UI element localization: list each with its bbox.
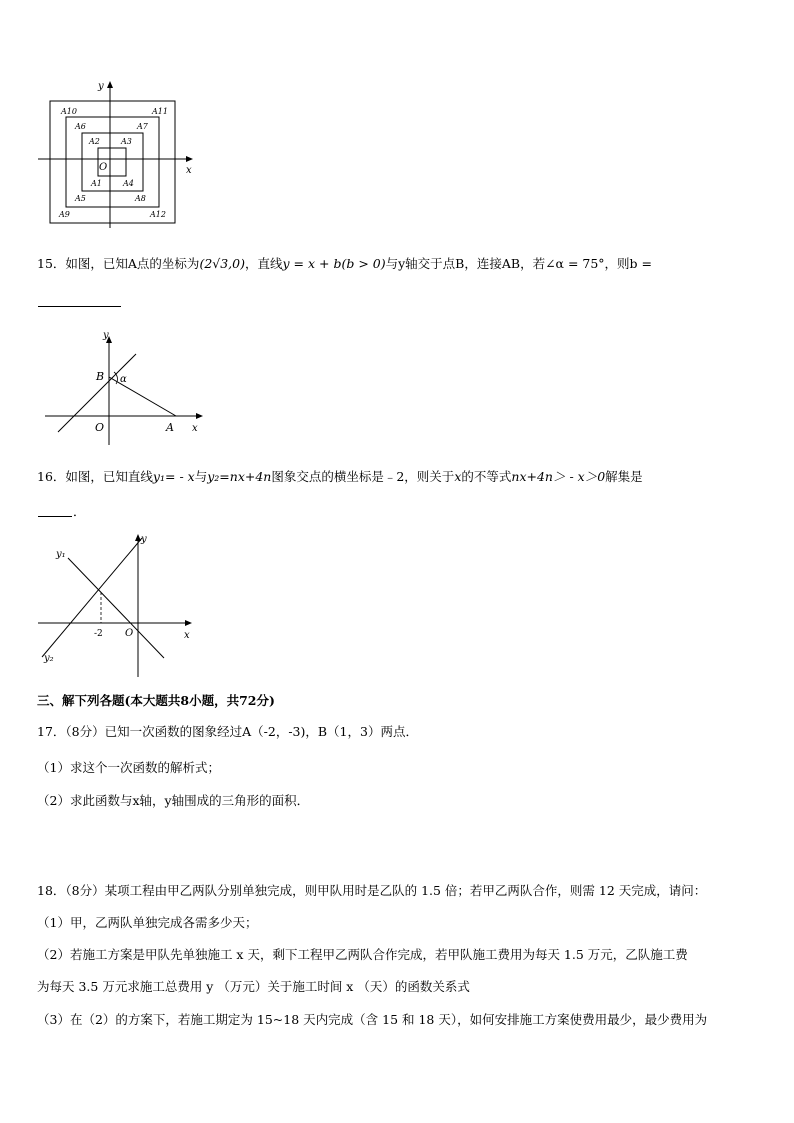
label-a3: A3 bbox=[121, 137, 132, 146]
y1-label: y₁ bbox=[56, 549, 66, 560]
alpha-label: α bbox=[120, 374, 127, 385]
label-a4: A4 bbox=[123, 179, 134, 188]
figure-q16 bbox=[34, 530, 204, 680]
question-18-part-2-line-1: （2）若施工方案是甲队先单独施工 x 天，剩下工程甲乙两队合作完成，若甲队施工费用为每天 1.5 万元，乙队施工费 bbox=[37, 947, 688, 962]
label-a2: A2 bbox=[89, 137, 100, 146]
q16-y2: y₂=nx+4n bbox=[207, 469, 272, 484]
label-a5: A5 bbox=[75, 194, 86, 203]
label-a6: A6 bbox=[75, 122, 86, 131]
q16-text-a: 如图，已知直线 bbox=[65, 469, 153, 484]
point-a-label: A bbox=[166, 421, 174, 434]
label-a12: A12 bbox=[150, 210, 166, 219]
q16-answer-blank[interactable] bbox=[38, 516, 72, 517]
x-axis-label: x bbox=[186, 165, 192, 176]
q15-answer-blank[interactable] bbox=[38, 306, 121, 307]
q16-text-e: 解集是 bbox=[605, 469, 643, 484]
square-outer bbox=[50, 101, 175, 223]
q15-line-equation: y = x + b(b > 0) bbox=[282, 256, 386, 271]
q15-text-a: 如图，已知A点的坐标为 bbox=[65, 256, 200, 271]
q15-text-c: 与y轴交于点B，连接AB，若∠α = 75°，则b = bbox=[385, 256, 653, 271]
label-a11: A11 bbox=[152, 107, 168, 116]
q16-x: x bbox=[454, 469, 462, 484]
question-17-part-2: （2）求此函数与x轴，y轴围成的三角形的面积． bbox=[37, 793, 310, 808]
label-a10: A10 bbox=[61, 107, 77, 116]
x-axis-arrow bbox=[196, 413, 203, 419]
origin-label: O bbox=[125, 628, 134, 639]
question-18-stem: 18．（8分）某项工程由甲乙两队分别单独完成，则甲队用时是乙队的 1.5 倍；若甲乙两队合作，则需 12 天完成，请问： bbox=[37, 883, 707, 898]
y2-label: y₂ bbox=[44, 653, 54, 664]
question-number: 15． bbox=[37, 256, 66, 271]
label-a8: A8 bbox=[135, 194, 146, 203]
question-18-part-1: （1）甲，乙两队单独完成各需多少天； bbox=[37, 915, 258, 930]
question-17-stem: 17．（8分）已知一次函数的图象经过A（-2，-3)，B（1，3）两点． bbox=[37, 724, 418, 739]
label-a9: A9 bbox=[59, 210, 70, 219]
angle-arc bbox=[114, 372, 117, 384]
y-axis-label: y bbox=[103, 330, 109, 341]
y-axis-label: y bbox=[141, 534, 147, 545]
question-17-part-1: （1）求这个一次函数的解析式； bbox=[37, 760, 220, 775]
question-number: 16． bbox=[37, 469, 66, 484]
y-axis-arrow bbox=[107, 81, 113, 88]
q15-text-b: ，直线 bbox=[245, 256, 283, 271]
question-15 bbox=[37, 255, 652, 272]
question-16 bbox=[37, 468, 643, 485]
figure-q15 bbox=[40, 330, 210, 448]
x-axis-arrow bbox=[185, 620, 192, 626]
figure-nested-squares bbox=[34, 76, 204, 232]
q16-text-b: 与 bbox=[194, 469, 208, 484]
line-y1 bbox=[68, 558, 164, 658]
label-a1: A1 bbox=[91, 179, 102, 188]
q16-y1: y₁= - x bbox=[152, 469, 195, 484]
q16-inequality: nx+4n＞ - x＞0 bbox=[511, 469, 606, 484]
tick-label-neg2: -2 bbox=[94, 629, 103, 639]
question-18-part-2-line-2: 为每天 3.5 万元求施工总费用 y （万元）关于施工时间 x （天）的函数关系式 bbox=[37, 979, 470, 994]
q15-coordinate: (2√3,0) bbox=[199, 256, 245, 271]
section-heading: 三、解下列各题(本大题共8小题，共72分) bbox=[37, 693, 275, 708]
x-axis-label: x bbox=[192, 423, 198, 434]
q16-end-mark: ． bbox=[73, 504, 86, 519]
x-axis-arrow bbox=[186, 156, 193, 162]
point-b-label: B bbox=[96, 370, 105, 383]
origin-label: O bbox=[95, 421, 105, 434]
x-axis-label: x bbox=[184, 630, 190, 641]
q16-text-d: 的不等式 bbox=[461, 469, 512, 484]
question-18-part-3: （3）在（2）的方案下，若施工期定为 15~18 天内完成（含 15 和 18 天），如何安排施工方案使费用最少，最少费用为 bbox=[37, 1012, 708, 1027]
origin-label: O bbox=[99, 162, 108, 173]
q16-text-c: 图象交点的横坐标是﹣2，则关于 bbox=[271, 469, 455, 484]
y-axis-label: y bbox=[98, 81, 104, 92]
label-a7: A7 bbox=[137, 122, 148, 131]
